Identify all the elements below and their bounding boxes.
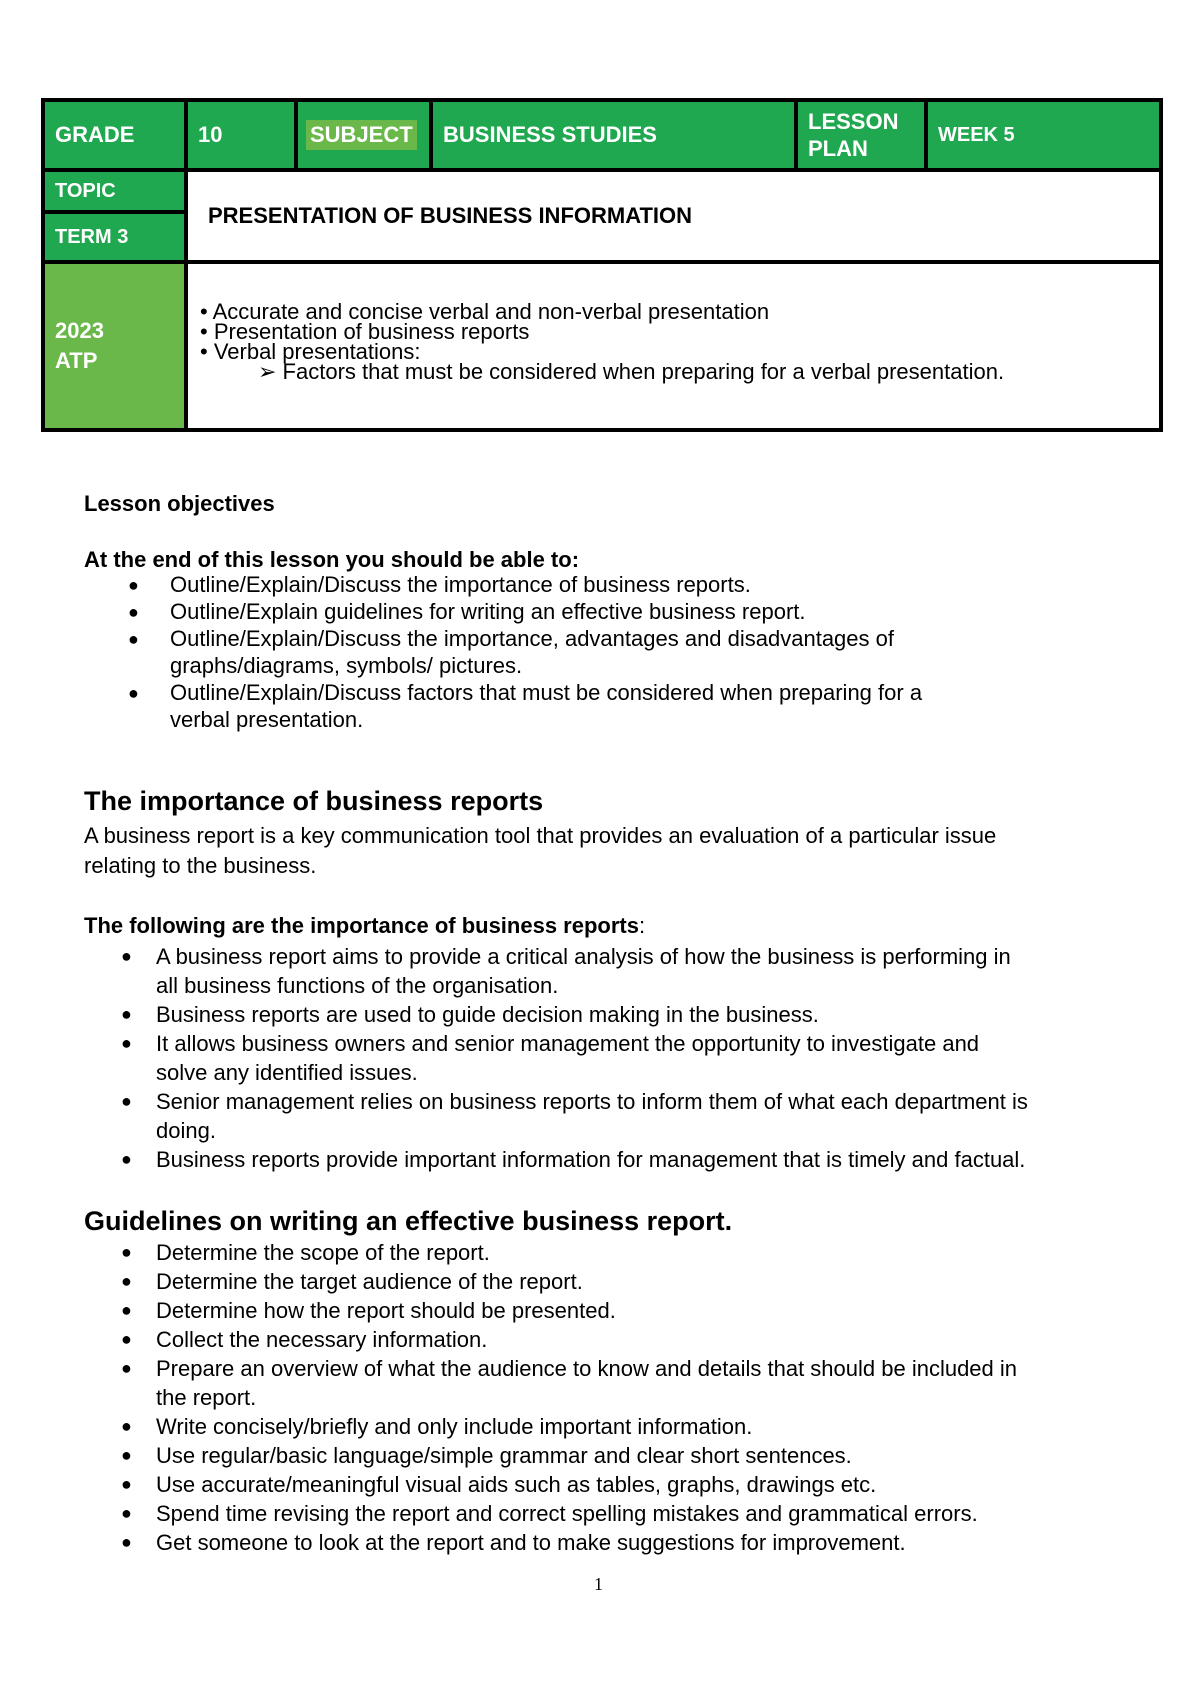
lesson-plan-cell — [798, 102, 924, 168]
bullet-icon: ● — [121, 1242, 132, 1262]
atp-subitem: ➢ Factors that must be considered when preparing for a verbal presentation. — [258, 359, 1005, 384]
importance-intro-bold: The following are the importance of business reports — [84, 913, 639, 938]
bullet-icon: ● — [128, 629, 139, 649]
bullet-icon: ● — [121, 1474, 132, 1494]
topic-label-cell — [45, 172, 184, 210]
lesson-header-table — [41, 98, 1163, 432]
list-item: ● Use accurate/meaningful visual aids such as tables, graphs, drawings etc. — [121, 1472, 877, 1497]
topic-value-cell — [188, 172, 1159, 260]
list-item: ● Spend time revising the report and correct spelling mistakes and grammatical errors. — [121, 1501, 978, 1526]
list-item-continuation: graphs/diagrams, symbols/ pictures. — [170, 653, 523, 678]
grade-value: 10 — [198, 122, 223, 147]
guidelines-list — [0, 1240, 1200, 1559]
page-number: 1 — [594, 1574, 603, 1594]
list-item: ● Prepare an overview of what the audience to know and details that should be included in — [121, 1356, 1018, 1381]
grade-label-cell — [45, 102, 184, 168]
list-item-continuation: solve any identified issues. — [156, 1060, 418, 1085]
atp-item: • Presentation of business reports — [200, 319, 530, 344]
importance-heading: The importance of business reports — [84, 786, 544, 816]
objectives-heading: Lesson objectives — [84, 491, 275, 516]
bullet-icon: ● — [121, 1004, 132, 1024]
objectives-list — [0, 572, 1200, 734]
bullet-icon: ● — [121, 1532, 132, 1552]
importance-para-line1: A business report is a key communication tool that provides an evaluation of a particular issue — [84, 823, 997, 848]
list-item: ● Outline/Explain/Discuss the importance, advantages and disadvantages of — [128, 626, 894, 651]
subject-value: BUSINESS STUDIES — [443, 122, 657, 147]
subject-label-cell — [298, 102, 429, 168]
list-item: ● Use regular/basic language/simple grammar and clear short sentences. — [121, 1443, 852, 1468]
list-item: ● Get someone to look at the report and to make suggestions for improvement. — [121, 1530, 906, 1555]
atp-list — [188, 264, 1159, 428]
list-item: ● A business report aims to provide a critical analysis of how the business is performing in — [121, 944, 1011, 969]
atp-item: • Accurate and concise verbal and non-verbal presentation — [200, 299, 770, 324]
list-item: ● Determine how the report should be presented. — [121, 1298, 616, 1323]
list-item: ● Business reports are used to guide decision making in the business. — [121, 1002, 819, 1027]
list-item: ● Outline/Explain/Discuss the importance of business reports. — [128, 572, 751, 597]
bullet-icon: ● — [121, 1445, 132, 1465]
atp-year: 2023 — [55, 318, 104, 343]
term-label-cell — [45, 214, 184, 260]
list-item-continuation: the report. — [156, 1385, 257, 1410]
bullet-icon: ● — [128, 575, 139, 595]
term-label: TERM 3 — [55, 225, 129, 248]
list-item: ● Business reports provide important information for management that is timely and factual. — [121, 1147, 1026, 1172]
list-item: ● Senior management relies on business reports to inform them of what each department is — [121, 1089, 1028, 1114]
topic-label: TOPIC — [55, 179, 116, 202]
lesson-plan-line1: LESSON — [808, 109, 899, 134]
list-item-continuation: verbal presentation. — [170, 707, 364, 732]
list-item: ● Determine the scope of the report. — [121, 1240, 490, 1265]
list-item: ● It allows business owners and senior management the opportunity to investigate and — [121, 1031, 980, 1056]
grade-value-cell — [188, 102, 294, 168]
bullet-icon: ● — [121, 1033, 132, 1053]
importance-para-line2: relating to the business. — [84, 853, 317, 878]
subject-value-cell — [433, 102, 794, 168]
objectives-intro: At the end of this lesson you should be able to: — [84, 547, 580, 572]
week-cell — [928, 102, 1159, 168]
bullet-icon: ● — [128, 683, 139, 703]
list-item: ● Outline/Explain/Discuss factors that must be considered when preparing for a — [128, 680, 923, 705]
list-item: ● Determine the target audience of the report. — [121, 1269, 583, 1294]
week-value: WEEK 5 — [938, 123, 1015, 146]
bullet-icon: ● — [121, 1149, 132, 1169]
list-item-continuation: doing. — [156, 1118, 216, 1143]
bullet-icon: ● — [121, 1271, 132, 1291]
bullet-icon: ● — [121, 1091, 132, 1111]
atp-item: • Verbal presentations: — [200, 339, 421, 364]
grade-label: GRADE — [55, 122, 135, 147]
bullet-icon: ● — [121, 1329, 132, 1349]
importance-intro — [84, 912, 645, 939]
list-item: ● Write concisely/briefly and only include important information. — [121, 1414, 753, 1439]
bullet-icon: ● — [121, 1358, 132, 1378]
bullet-icon: ● — [121, 946, 132, 966]
bullet-icon: ● — [128, 602, 139, 622]
topic-value: PRESENTATION OF BUSINESS INFORMATION — [208, 203, 693, 228]
bullet-icon: ● — [121, 1416, 132, 1436]
bullet-icon: ● — [121, 1300, 132, 1320]
atp-label: ATP — [55, 348, 98, 373]
list-item: ● Collect the necessary information. — [121, 1327, 488, 1352]
bullet-icon: ● — [121, 1503, 132, 1523]
lesson-plan-line2: PLAN — [808, 136, 868, 161]
importance-list — [0, 944, 1200, 1176]
list-item: ● Outline/Explain guidelines for writing an effective business report. — [128, 599, 806, 624]
importance-intro-colon: : — [638, 913, 646, 938]
subject-label: SUBJECT — [306, 120, 417, 150]
guidelines-heading: Guidelines on writing an effective business report. — [84, 1206, 733, 1236]
atp-label-cell — [45, 264, 184, 428]
list-item-continuation: all business functions of the organisation. — [156, 973, 559, 998]
atp-content-cell — [188, 264, 1159, 428]
